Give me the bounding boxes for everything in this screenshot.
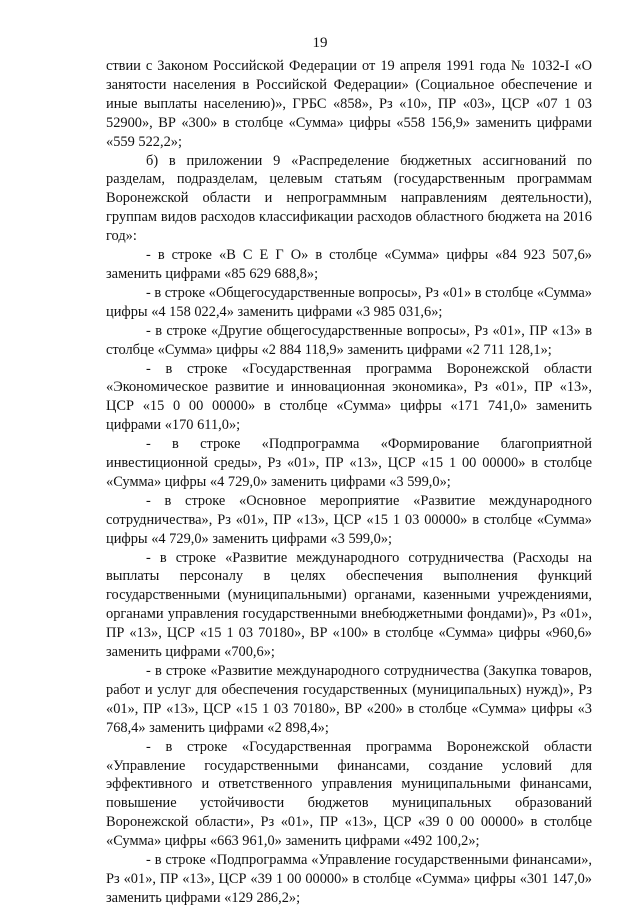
paragraph-appendix-9: б) в приложении 9 «Распределение бюджетных ассигнований по разделам, подразделам, целевым статьям (государственным программам Воронежской области и непрограммным направлениям деятельности), группам видов расходов классификации расходов областного бюджета на 2016 год»: <box>106 152 592 245</box>
paragraph-continuation: ствии с Законом Российской Федерации от 19 апреля 1991 года № 1032-I «О занятости населения в Российской Федерации» (Социальное обеспечение и иные выплаты населению)», ГРБС «858», Рз «10», ПР «03», ЦСР «07 1 03 52900», ВР «300» в столбце «Сумма» цифры «558 156,9» заменить цифрами «559 522,2»; <box>106 58 592 150</box>
paragraph-investment-subprogram: - в строке «Подпрограмма «Формирование благоприятной инвестиционной среды», Рз «01», ПР «13», ЦСР «15 1 00 00000» в столбце «Сумма» цифры «4 729,0» заменить цифрами «3 599,0»; <box>106 436 592 490</box>
paragraph-international-main: - в строке «Основное мероприятие «Развитие международного сотрудничества», Рз «01», ПР «13», ЦСР «15 1 03 00000» в столбце «Сумма» цифры «4 729,0» заменить цифрами «3 599,0»; <box>106 492 592 547</box>
page-number: 19 <box>312 35 328 51</box>
paragraph-other-general-issues: - в строке «Другие общегосударственные вопросы», Рз «01», ПР «13» в столбце «Сумма» цифры «2 884 118,9» заменить цифрами «2 711 128,1»; <box>106 322 592 358</box>
paragraph-economic-program: - в строке «Государственная программа Воронежской области «Экономическое развитие и инновационная экономика», Рз «01», ПР «13», ЦСР «15 0 00 00000» в столбце «Сумма» цифры «171 741,0» заменить цифрами «170 611,0»; <box>106 360 592 434</box>
paragraph-general-issues: - в строке «Общегосударственные вопросы», Рз «01» в столбце «Сумма» цифры «4 158 022,4» заменить цифрами «3 985 031,6»; <box>106 284 593 320</box>
body-text <box>106 57 592 908</box>
paragraph-finance-program: - в строке «Государственная программа Воронежской области «Управление государственными финансами, создание условий для эффективного и ответственного управления муниципальными финансами, повышение устойчивости бюджетов муниципальных образований Воронежской области», Рз «01», ПР «13», ЦСР «39 0 00 00000» в столбце «Сумма» цифры «663 961,0» заменить цифрами «492 100,2»; <box>106 738 592 850</box>
paragraph-finance-subprogram: - в строке «Подпрограмма «Управление государственными финансами», Рз «01», ПР «13», ЦСР «39 1 00 00000» в столбце «Сумма» цифры «301 147,0» заменить цифрами «129 286,2»; <box>106 852 592 906</box>
paragraph-international-procurement: - в строке «Развитие международного сотрудничества (Закупка товаров, работ и услуг для обеспечения государственных (муниципальных) нужд)», Рз «01», ПР «13», ЦСР «15 1 03 70180», ВР «200» в столбце «Сумма» цифры «3 768,4» заменить цифрами «2 898,4»; <box>106 663 592 736</box>
paragraph-international-personnel: - в строке «Развитие международного сотрудничества (Расходы на выплаты персоналу в целях обеспечения выполнения функций государственными (муниципальными) органами, казенными учреждениями, органами управления государственными внебюджетными фондами)», Рз «01», ПР «13», ЦСР «15 1 03 70180», ВР «100» в столбце «Сумма» цифры «960,6» заменить цифрами «700,6»; <box>106 549 592 661</box>
paragraph-total: - в строке «В С Е Г О» в столбце «Сумма» цифры «84 923 507,6» заменить цифрами «85 629 688,8»; <box>106 247 592 282</box>
